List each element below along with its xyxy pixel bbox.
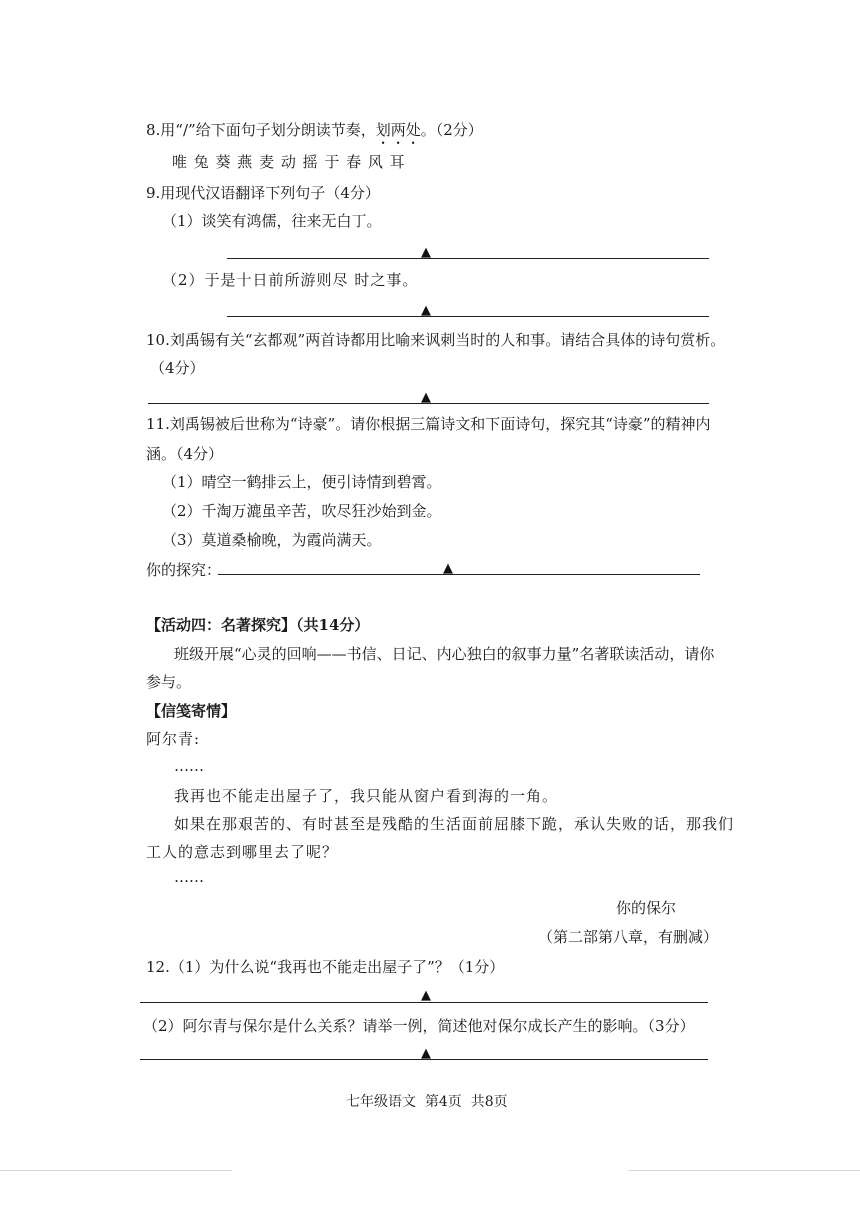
letter-paragraph-2a: 如果在那艰苦的、有时甚至是残酷的生活面前屈膝下跪，承认失败的话，那我们 [174,815,735,833]
q11-line-2: 涵。（4分） [146,445,224,463]
answer-line-q10[interactable] [148,403,709,404]
letter-signature: 你的保尔 [616,899,677,917]
answer-line-q12-1[interactable] [140,1002,708,1003]
letter-heading: 【信笺寄情】 [146,702,237,720]
scan-edge-right [628,1170,860,1171]
q11-poem-1: （1）晴空一鹤排云上，便引诗情到碧霄。 [162,473,442,491]
q8-sentence: 唯 兔 葵 燕 麦 动 摇 于 春 风 耳 [172,153,406,171]
q9-title: 9.用现代汉语翻译下列句子（4分） [146,184,380,202]
q11-line-1: 11.刘禹锡被后世称为“诗豪”。请你根据三篇诗文和下面诗句，探究其“诗豪”的精神内 [146,415,711,433]
answer-marker-4: ▲ [443,561,453,576]
answer-marker-6: ▲ [421,1046,431,1061]
answer-line-q11[interactable] [218,574,700,575]
q8-prompt [146,120,483,148]
page-footer: 七年级语文 第4页 共8页 [346,1094,508,1110]
answer-line-q9-2[interactable] [227,316,709,317]
scan-edge-left [0,1170,232,1171]
q11-answer-label: 你的探究： [146,561,222,579]
letter-ellipsis-1: …… [174,757,204,775]
q8-emphasis: 划两处 [375,121,421,139]
q8-prefix: 8.用“/”给下面句子划分朗读节奏， [146,121,376,139]
q8-suffix: 。（2分） [420,121,483,139]
letter-source: （第二部第八章，有删减） [538,928,719,946]
answer-line-q9-1[interactable] [227,258,709,259]
q11-poem-3: （3）莫道桑榆晚，为霞尚满天。 [162,531,382,549]
letter-paragraph-1: 我再也不能走出屋子了，我只能从窗户看到海的一角。 [174,787,559,805]
answer-marker-2: ▲ [421,303,431,318]
q12-question-1: 12.（1）为什么说“我再也不能走出屋子了”？（1分） [146,958,505,976]
activity4-heading: 【活动四：名著探究】（共14分） [146,616,370,634]
answer-marker-1: ▲ [421,245,431,260]
q10-line-2: （4分） [150,359,205,377]
q12-question-2: （2）阿尔青与保尔是什么关系？请举一例，简述他对保尔成长产生的影响。（3分） [143,1017,695,1035]
activity4-intro-1: 班级开展“心灵的回响——书信、日记、内心独白的叙事力量”名著联读活动，请你 [174,645,715,663]
letter-ellipsis-2: …… [174,868,204,886]
q11-poem-2: （2）千淘万漉虽辛苦，吹尽狂沙始到金。 [162,502,442,520]
answer-marker-5: ▲ [421,988,431,1003]
answer-line-q12-2[interactable] [140,1059,708,1060]
q9-sentence-2: （2）于是十日前所游则尽 时之事。 [162,271,419,289]
q9-sentence-1: （1）谈笑有鸿儒，往来无白丁。 [162,212,382,230]
letter-paragraph-2b: 工人的意志到哪里去了呢？ [146,843,339,861]
answer-marker-3: ▲ [421,390,431,405]
letter-salutation: 阿尔青: [146,730,201,748]
q10-line-1: 10.刘禹锡有关“玄都观”两首诗都用比喻来讽刺当时的人和事。请结合具体的诗句赏析。 [146,331,726,349]
activity4-intro-2: 参与。 [146,673,192,691]
